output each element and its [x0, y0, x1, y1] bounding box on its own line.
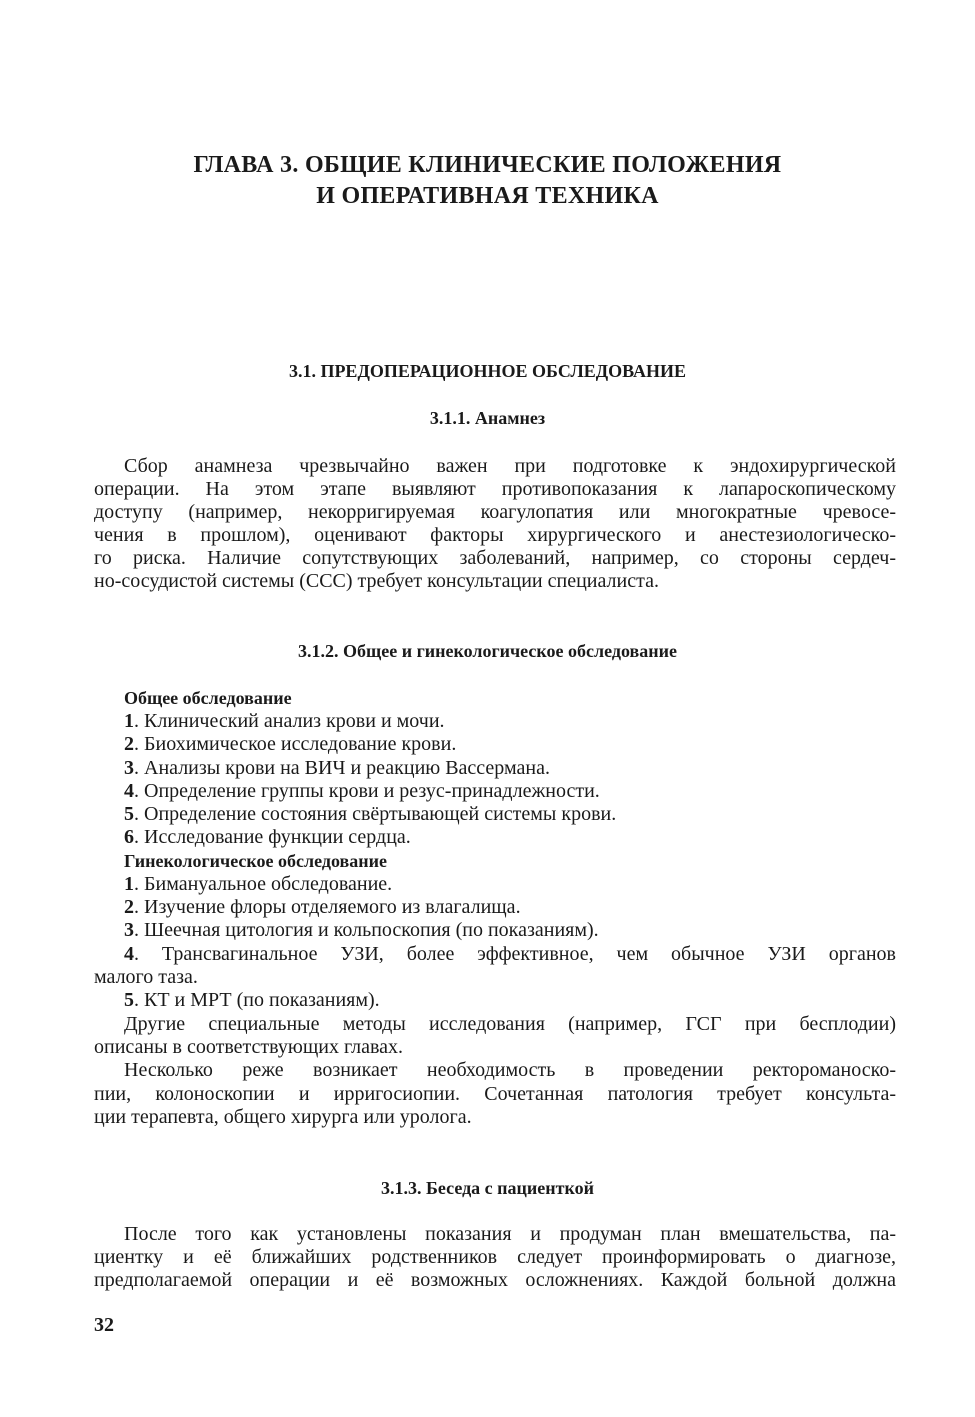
- chapter-title-line-1: ГЛАВА 3. ОБЩИЕ КЛИНИЧЕСКИЕ ПОЛОЖЕНИЯ: [193, 152, 782, 178]
- anamnesis-line-1: Сбор анамнеза чрезвычайно важен при подготовке к эндохирургической: [124, 455, 896, 477]
- general-exam-item: 5. Определение состояния свёртывающей системы крови.: [124, 803, 617, 825]
- subsection-anamnesis-title: 3.1.1. Анамнез: [429, 408, 546, 428]
- other-methods-line-1: Другие специальные методы исследования (например, ГСГ при бесплодии): [124, 1013, 896, 1035]
- section-title: 3.1. ПРЕДОПЕРАЦИОННОЕ ОБСЛЕДОВАНИЕ: [288, 361, 687, 381]
- anamnesis-line-5: го риска. Наличие сопутствующих заболеваний, например, со стороны сердеч-: [94, 547, 896, 569]
- anamnesis-line-2: операции. На этом этапе выявляют противопоказания к лапароскопическому: [94, 478, 896, 500]
- general-exam-item: 1. Клинический анализ крови и мочи.: [124, 710, 445, 732]
- gyn-exam-item: 5. КТ и МРТ (по показаниям).: [124, 989, 380, 1011]
- rare-procedures-line-2: пии, колоноскопии и ирригосиопии. Сочетанная патология требует консульта-: [94, 1083, 896, 1105]
- gyn-exam-item-continuation: малого таза.: [94, 966, 198, 988]
- gyn-exam-item: 3. Шеечная цитология и кольпоскопия (по показаниям).: [124, 919, 599, 941]
- talk-line-1: После того как установлены показания и продуман план вмешательства, па-: [124, 1223, 896, 1245]
- rare-procedures-line-3: ции терапевта, общего хирурга или уролога.: [94, 1106, 472, 1128]
- subsection-exam-title: 3.1.2. Общее и гинекологическое обследование: [298, 641, 677, 661]
- general-exam-item: 6. Исследование функции сердца.: [124, 826, 411, 848]
- general-exam-item: 2. Биохимическое исследование крови.: [124, 733, 457, 755]
- gyn-exam-heading: Гинекологическое обследование: [124, 851, 387, 871]
- talk-line-3: предполагаемой операции и её возможных осложнениях. Каждой больной должна: [94, 1269, 896, 1291]
- other-methods-line-2: описаны в соответствующих главах.: [94, 1036, 404, 1058]
- gyn-exam-item: 4. Трансвагинальное УЗИ, более эффективное, чем обычное УЗИ органов: [124, 943, 896, 965]
- gyn-exam-item: 1. Бимануальное обследование.: [124, 873, 393, 895]
- page-number: 32: [94, 1314, 114, 1336]
- general-exam-item: 4. Определение группы крови и резус-принадлежности.: [124, 780, 600, 802]
- gyn-exam-item: 2. Изучение флоры отделяемого из влагалища.: [124, 896, 521, 918]
- anamnesis-line-3: доступу (например, некорригируемая коагулопатия или многократные чревосе-: [94, 501, 896, 523]
- general-exam-item: 3. Анализы крови на ВИЧ и реакцию Вассермана.: [124, 757, 550, 779]
- subsection-talk-title: 3.1.3. Беседа с пациенткой: [381, 1178, 594, 1198]
- talk-line-2: циентку и её ближайших родственников следует проинформировать о диагнозе,: [94, 1246, 896, 1268]
- anamnesis-line-4: чения в прошлом), оценивают факторы хирургического и анестезиологическо-: [94, 524, 896, 546]
- general-exam-heading: Общее обследование: [124, 688, 292, 708]
- rare-procedures-line-1: Несколько реже возникает необходимость в проведении ректороманоско-: [124, 1059, 896, 1081]
- anamnesis-line-6: но-сосудистой системы (ССС) требует консультации специалиста.: [94, 570, 659, 592]
- chapter-title-line-2: И ОПЕРАТИВНАЯ ТЕХНИКА: [316, 183, 659, 209]
